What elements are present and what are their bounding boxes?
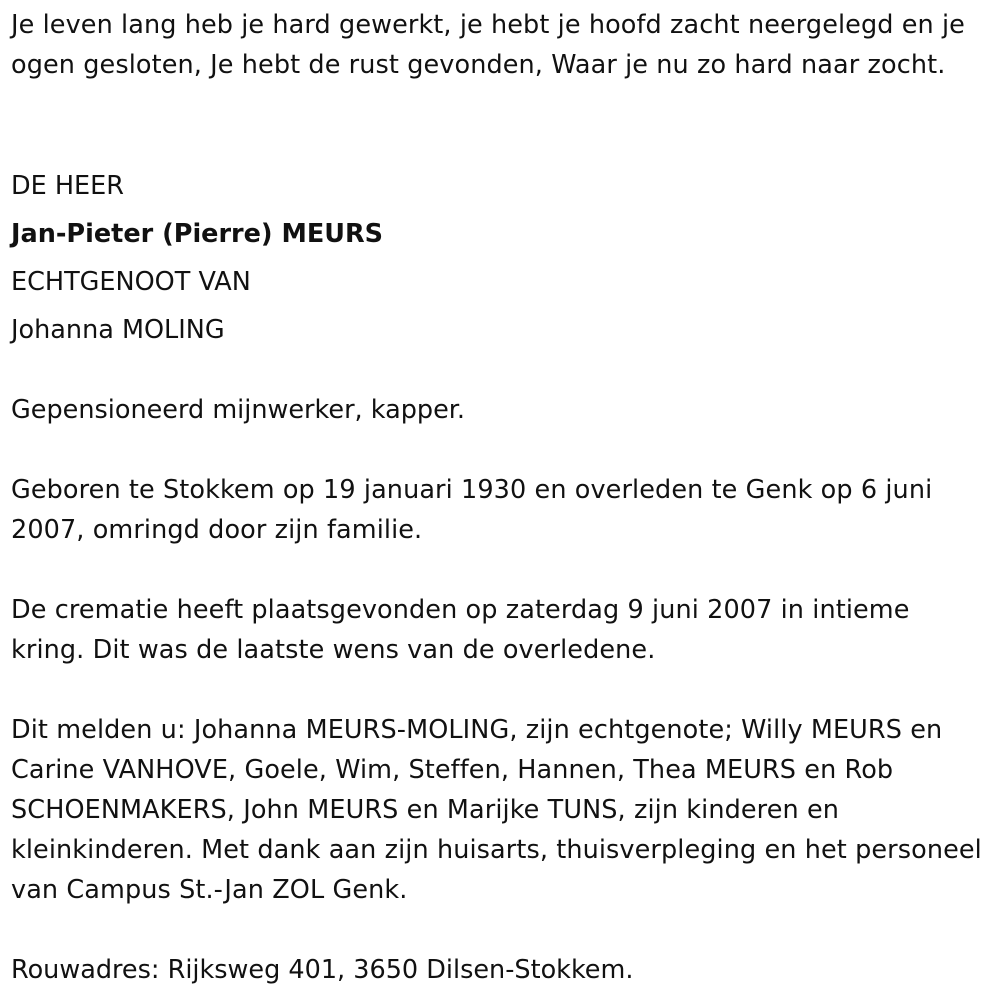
relation-label: ECHTGENOOT VAN <box>11 267 251 297</box>
announcement-text: Dit melden u: Johanna MEURS-MOLING, zijn echtgenote; Willy MEURS en Carine VANHOVE, Goele, Wim, Steffen, Hannen, Thea MEURS en Rob SCHOENMAKERS, John MEURS en Marijke TUNS, zijn kinderen en kleinkinderen. Met dank aan zijn huisarts, thuisverpleging en het personeel van Campus St.-Jan ZOL Genk. <box>11 715 982 905</box>
deceased-name: Jan-Pieter (Pierre) MEURS <box>11 219 383 249</box>
profession-text: Gepensioneerd mijnwerker, kapper. <box>11 395 466 425</box>
poem-text: Je leven lang heb je hard gewerkt, je hebt je hoofd zacht neergelegd en je ogen gesloten, Je hebt de rust gevonden, Waar je nu zo hard naar zocht. <box>11 10 965 80</box>
address-text: Rouwadres: Rijksweg 401, 3650 Dilsen-Stokkem. <box>11 955 634 985</box>
birth-death-text: Geboren te Stokkem op 19 januari 1930 en overleden te Genk op 6 juni 2007, omringd door zijn familie. <box>11 475 933 545</box>
honorific-title: DE HEER <box>11 171 124 201</box>
spouse-name: Johanna MOLING <box>11 315 225 345</box>
cremation-text: De crematie heeft plaatsgevonden op zaterdag 9 juni 2007 in intieme kring. Dit was de laatste wens van de overledene. <box>11 595 910 665</box>
